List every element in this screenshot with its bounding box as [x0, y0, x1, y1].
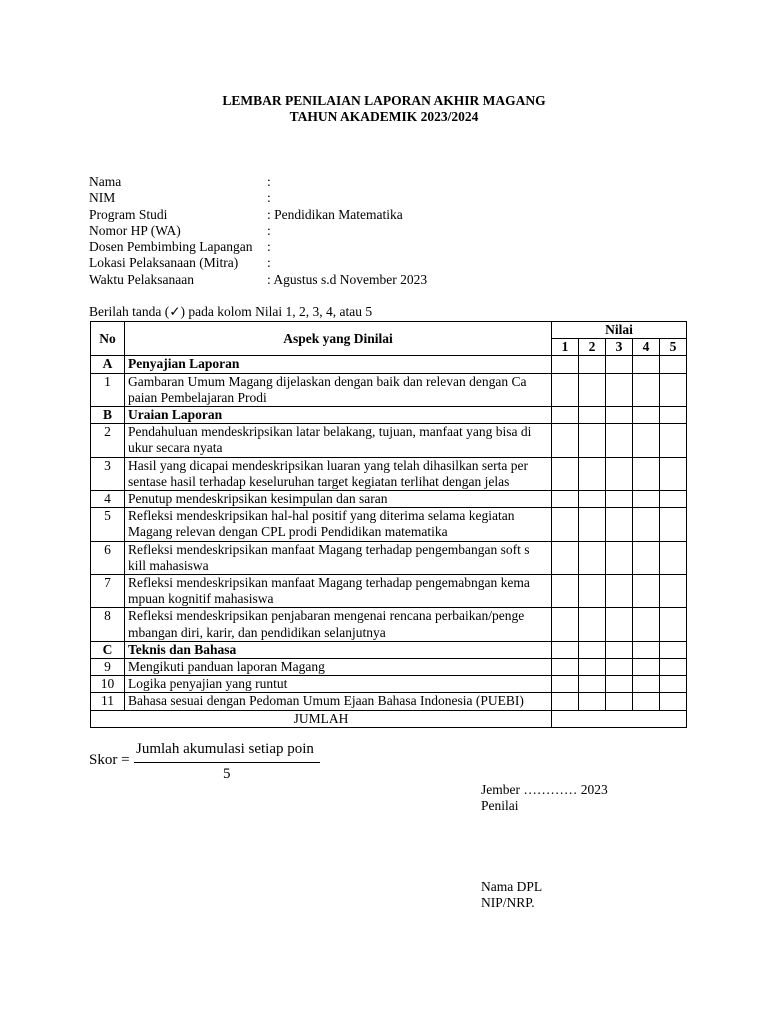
identity-label: Waktu Pelaksanaan	[89, 271, 195, 287]
score-cell-1[interactable]	[552, 641, 579, 658]
aspect-text: Penutup mendeskripsikan kesimpulan dan saran	[125, 491, 552, 508]
place-date: Jember ………… 2023	[481, 782, 608, 797]
score-cell-5[interactable]	[660, 641, 687, 658]
score-cell-4[interactable]	[633, 575, 660, 608]
assessor-role: Penilai	[481, 798, 519, 813]
identity-value[interactable]: :	[267, 174, 271, 189]
fraction-bar	[134, 762, 320, 763]
row-number: 5	[91, 508, 125, 541]
row-number: 10	[91, 676, 125, 693]
score-cell-3[interactable]	[606, 424, 633, 457]
score-column-3: 3	[606, 339, 633, 356]
score-cell-4[interactable]	[633, 641, 660, 658]
score-cell-3[interactable]	[606, 457, 633, 490]
score-cell-4[interactable]	[633, 491, 660, 508]
table-row	[91, 608, 687, 641]
score-cell-3[interactable]	[606, 676, 633, 693]
score-column-4: 4	[633, 339, 660, 356]
score-cell-5[interactable]	[660, 676, 687, 693]
score-cell-4[interactable]	[633, 373, 660, 406]
aspect-text: Refleksi mendeskripsikan hal-hal positif yang diterima selama kegiatan Magang relevan dengan CPL prodi Pendidikan matematika	[125, 508, 552, 541]
score-cell-3[interactable]	[606, 693, 633, 710]
identity-label: Program Studi	[89, 206, 168, 222]
row-number: 4	[91, 491, 125, 508]
score-cell-3[interactable]	[606, 575, 633, 608]
score-cell-1[interactable]	[552, 373, 579, 406]
aspect-text: Refleksi mendeskripsikan manfaat Magang terhadap pengembangan soft s kill mahasiswa	[125, 541, 552, 574]
score-cell-2[interactable]	[579, 356, 606, 373]
aspect-text: Gambaran Umum Magang dijelaskan dengan baik dan relevan dengan Ca paian Pembelajaran Prodi	[125, 373, 552, 406]
score-cell-3[interactable]	[606, 541, 633, 574]
score-cell-4[interactable]	[633, 659, 660, 676]
total-value-cell[interactable]	[552, 710, 687, 727]
table-row	[91, 575, 687, 608]
table-row	[91, 676, 687, 693]
score-column-2: 2	[579, 339, 606, 356]
score-cell-3[interactable]	[606, 608, 633, 641]
score-cell-1[interactable]	[552, 508, 579, 541]
row-number: 9	[91, 659, 125, 676]
instruction-text: Berilah tanda (✓) pada kolom Nilai 1, 2, 3, 4, atau 5	[89, 304, 373, 319]
score-cell-3[interactable]	[606, 508, 633, 541]
score-formula-label: Skor =	[89, 752, 130, 768]
table-row	[91, 424, 687, 457]
identity-value[interactable]: :	[267, 190, 271, 206]
identity-label: NIM	[89, 190, 116, 206]
section-title: Teknis dan Bahasa	[125, 641, 552, 658]
score-cell-5[interactable]	[660, 693, 687, 710]
score-cell-4[interactable]	[633, 356, 660, 373]
assessment-table	[90, 321, 687, 728]
score-cell-2[interactable]	[579, 457, 606, 490]
table-row	[91, 508, 687, 541]
aspect-text: Refleksi mendeskripsikan manfaat Magang terhadap pengemabngan kema mpuan kognitif mahasiswa	[125, 575, 552, 608]
score-cell-1[interactable]	[552, 676, 579, 693]
score-cell-2[interactable]	[579, 659, 606, 676]
score-cell-1[interactable]	[552, 491, 579, 508]
score-column-5: 5	[660, 339, 687, 356]
score-cell-3[interactable]	[606, 356, 633, 373]
score-cell-4[interactable]	[633, 407, 660, 424]
score-cell-4[interactable]	[633, 541, 660, 574]
score-cell-2[interactable]	[579, 424, 606, 457]
score-cell-1[interactable]	[552, 457, 579, 490]
assessor-id: NIP/NRP.	[481, 895, 535, 910]
aspect-text: Hasil yang dicapai mendeskripsikan luaran yang telah dihasilkan serta per sentase hasil terhadap keseluruhan target kegiatan terlihat dengan jelas	[125, 457, 552, 490]
score-cell-1[interactable]	[552, 608, 579, 641]
row-number: 7	[91, 575, 125, 608]
identity-value[interactable]: :	[267, 239, 271, 255]
row-number: C	[91, 641, 125, 658]
identity-value[interactable]: : Pendidikan Matematika	[267, 206, 403, 222]
table-row	[91, 373, 687, 406]
score-cell-2[interactable]	[579, 491, 606, 508]
score-cell-5[interactable]	[660, 491, 687, 508]
formula-numerator: Jumlah akumulasi setiap poin	[136, 741, 314, 757]
aspect-text: Mengikuti panduan laporan Magang	[125, 659, 552, 676]
score-cell-2[interactable]	[579, 641, 606, 658]
table-row	[91, 541, 687, 574]
score-cell-4[interactable]	[633, 608, 660, 641]
row-number: 6	[91, 541, 125, 574]
score-cell-5[interactable]	[660, 407, 687, 424]
score-cell-5[interactable]	[660, 508, 687, 541]
identity-label: Lokasi Pelaksanaan (Mitra)	[89, 255, 239, 271]
score-cell-3[interactable]	[606, 407, 633, 424]
score-cell-1[interactable]	[552, 407, 579, 424]
section-row	[91, 407, 687, 424]
row-number: B	[91, 407, 125, 424]
table-row	[91, 659, 687, 676]
score-cell-4[interactable]	[633, 676, 660, 693]
score-cell-3[interactable]	[606, 491, 633, 508]
aspect-text: Logika penyajian yang runtut	[125, 676, 552, 693]
section-title: Penyajian Laporan	[125, 356, 552, 373]
score-cell-5[interactable]	[660, 356, 687, 373]
score-cell-4[interactable]	[633, 508, 660, 541]
aspect-text: Pendahuluan mendeskripsikan latar belakang, tujuan, manfaat yang bisa di ukur secara nyata	[125, 424, 552, 457]
score-cell-1[interactable]	[552, 356, 579, 373]
header-aspek: Aspek yang Dinilai	[125, 322, 552, 356]
academic-year: TAHUN AKADEMIK 2023/2024	[289, 109, 479, 124]
score-cell-2[interactable]	[579, 608, 606, 641]
row-number: 3	[91, 457, 125, 490]
score-cell-1[interactable]	[552, 575, 579, 608]
score-cell-3[interactable]	[606, 373, 633, 406]
score-cell-1[interactable]	[552, 424, 579, 457]
header-no: No	[91, 322, 125, 356]
aspect-text: Bahasa sesuai dengan Pedoman Umum Ejaan Bahasa Indonesia (PUEBI)	[125, 693, 552, 710]
score-cell-1[interactable]	[552, 541, 579, 574]
section-row	[91, 641, 687, 658]
score-cell-5[interactable]	[660, 608, 687, 641]
score-cell-1[interactable]	[552, 693, 579, 710]
row-number: 2	[91, 424, 125, 457]
score-cell-2[interactable]	[579, 541, 606, 574]
identity-label: Dosen Pembimbing Lapangan	[89, 239, 253, 255]
identity-label: Nama	[89, 174, 122, 189]
score-cell-2[interactable]	[579, 407, 606, 424]
score-cell-2[interactable]	[579, 575, 606, 608]
document-title: LEMBAR PENILAIAN LAPORAN AKHIR MAGANG	[222, 93, 546, 108]
score-cell-4[interactable]	[633, 424, 660, 457]
score-cell-3[interactable]	[606, 659, 633, 676]
total-label: JUMLAH	[91, 710, 552, 727]
score-cell-2[interactable]	[579, 693, 606, 710]
row-number: 1	[91, 373, 125, 406]
row-number: 8	[91, 608, 125, 641]
row-number: A	[91, 356, 125, 373]
identity-label: Nomor HP (WA)	[89, 222, 181, 238]
row-number: 11	[91, 693, 125, 710]
header-nilai: Nilai	[552, 322, 687, 339]
score-cell-4[interactable]	[633, 693, 660, 710]
total-row	[91, 710, 687, 727]
section-row	[91, 356, 687, 373]
identity-value[interactable]: :	[267, 255, 271, 271]
aspect-text: Refleksi mendeskripsikan penjabaran mengenai rencana perbaikan/penge mbangan diri, karir, dan pendidikan selanjutnya	[125, 608, 552, 641]
score-cell-1[interactable]	[552, 659, 579, 676]
score-cell-5[interactable]	[660, 373, 687, 406]
table-row	[91, 457, 687, 490]
score-cell-5[interactable]	[660, 659, 687, 676]
formula-denominator: 5	[223, 766, 231, 782]
score-cell-4[interactable]	[633, 457, 660, 490]
assessor-name: Nama DPL	[481, 879, 543, 894]
identity-value[interactable]: :	[267, 222, 271, 238]
table-row	[91, 491, 687, 508]
table-row	[91, 693, 687, 710]
score-column-1: 1	[552, 339, 579, 356]
section-title: Uraian Laporan	[125, 407, 552, 424]
identity-value[interactable]: : Agustus s.d November 2023	[267, 271, 428, 287]
score-cell-5[interactable]	[660, 541, 687, 574]
score-cell-2[interactable]	[579, 373, 606, 406]
score-cell-2[interactable]	[579, 508, 606, 541]
score-cell-5[interactable]	[660, 457, 687, 490]
score-cell-2[interactable]	[579, 676, 606, 693]
score-cell-5[interactable]	[660, 424, 687, 457]
score-cell-3[interactable]	[606, 641, 633, 658]
score-cell-5[interactable]	[660, 575, 687, 608]
